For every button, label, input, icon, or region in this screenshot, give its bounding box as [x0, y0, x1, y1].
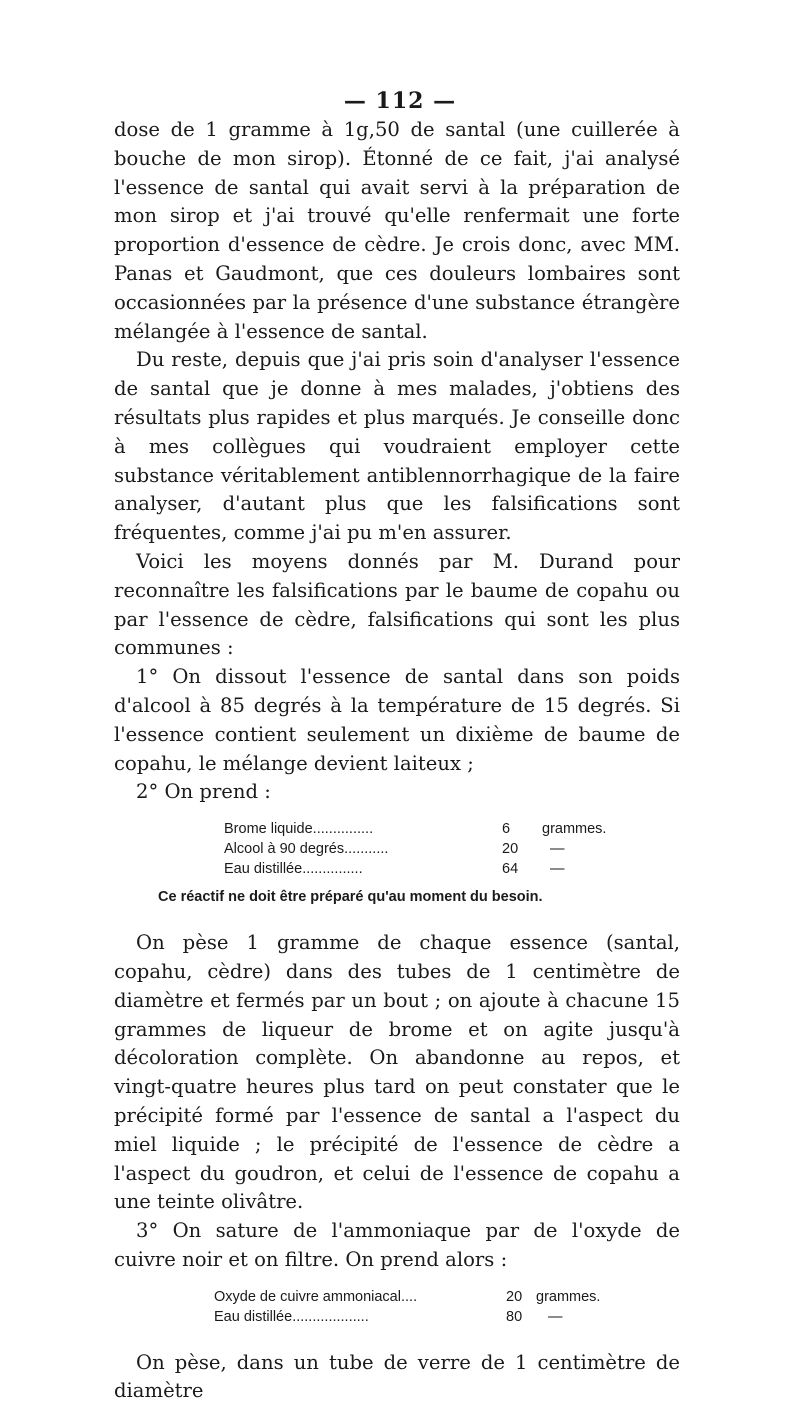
- paragraph: 2° On prend :: [136, 780, 271, 804]
- page-body: [114, 116, 680, 1406]
- page-number: — 112 —: [343, 88, 457, 114]
- ingredient-quantity: 20: [502, 841, 519, 858]
- recipe-row: [114, 859, 680, 879]
- recipe-table: [114, 1287, 680, 1327]
- ingredient-name: Eau distillée: [224, 861, 303, 878]
- ingredient-name: Eau distillée: [214, 1308, 293, 1325]
- leader-dots: ...............: [312, 821, 374, 838]
- paragraph: 3° On sature de l'ammoniaque par de l'oxyde de cuivre noir et on filtre. On prend alors :: [114, 1219, 680, 1271]
- reagent-note: Ce réactif ne doit être préparé qu'au moment du besoin.: [158, 889, 543, 906]
- ingredient-unit: grammes.: [536, 1288, 601, 1305]
- recipe-row: [114, 839, 680, 859]
- ingredient-unit: —: [550, 841, 565, 858]
- ingredient-quantity: 64: [502, 861, 519, 878]
- recipe-row: [114, 819, 680, 839]
- leader-dots: ...................: [292, 1308, 369, 1325]
- paragraph: Du reste, depuis que j'ai pris soin d'analyser l'essence de santal que je donne à mes malades, j'obtiens des résultats plus rapides et plus marqués. Je conseille donc à mes collègues qui voudraient employer cette substance véritablement antiblennorrhagique de la faire analyser, d'autant plus que les falsifications sont fréquentes, comme j'ai pu m'en assurer.: [114, 348, 680, 545]
- ingredient-quantity: 6: [502, 821, 511, 838]
- leader-dots: ...........: [344, 841, 389, 858]
- ingredient-unit: —: [550, 861, 565, 878]
- leader-dots: ....: [400, 1288, 418, 1305]
- ingredient-name: Oxyde de cuivre ammoniacal: [214, 1288, 401, 1305]
- paragraph: 1° On dissout l'essence de santal dans son poids d'alcool à 85 degrés à la température de 15 degrés. Si l'essence contient seulement un dixième de baume de copahu, le mélange devient laiteux ;: [114, 665, 680, 775]
- ingredient-name: Brome liquide: [224, 821, 313, 838]
- ingredient-quantity: 20: [506, 1288, 523, 1305]
- ingredient-unit: —: [548, 1308, 563, 1325]
- paragraph: On pèse, dans un tube de verre de 1 centimètre de diamètre: [114, 1350, 680, 1403]
- paragraph: Voici les moyens donnés par M. Durand pour reconnaître les falsifications par le baume de copahu ou par l'essence de cèdre, falsifications qui sont les plus communes :: [114, 549, 680, 660]
- ingredient-quantity: 80: [506, 1308, 523, 1325]
- ingredient-name: Alcool à 90 degrés: [224, 841, 345, 858]
- recipe-row: [114, 1287, 680, 1307]
- recipe-table: [114, 819, 680, 879]
- paragraph: dose de 1 gramme à 1g,50 de santal (une cuillerée à bouche de mon sirop). Étonné de ce fait, j'ai analysé l'essence de santal qui avait servi à la préparation de mon sirop et j'ai trouvé qu'elle renfermait une forte proportion d'essence de cèdre. Je crois donc, avec MM. Panas et Gaudmont, que ces douleurs lombaires sont occasionnées par la présence d'une substance étrangère mélangée à l'essence de santal.: [114, 118, 680, 343]
- recipe-row: [114, 1307, 680, 1327]
- leader-dots: ...............: [302, 861, 363, 878]
- paragraph: On pèse 1 gramme de chaque essence (santal, copahu, cèdre) dans des tubes de 1 centimètre de diamètre et fermés par un bout ; on ajoute à chacune 15 grammes de liqueur de brome et on agite jusqu'à décoloration complète. On abandonne au repos, et vingt-quatre heures plus tard on peut constater que le précipité formé par l'essence de santal a l'aspect du miel liquide ; le précipité de l'essence de cèdre a l'aspect du goudron, et celui de l'essence de copahu a une teinte olivâtre.: [114, 931, 680, 1214]
- ingredient-unit: grammes.: [542, 821, 607, 838]
